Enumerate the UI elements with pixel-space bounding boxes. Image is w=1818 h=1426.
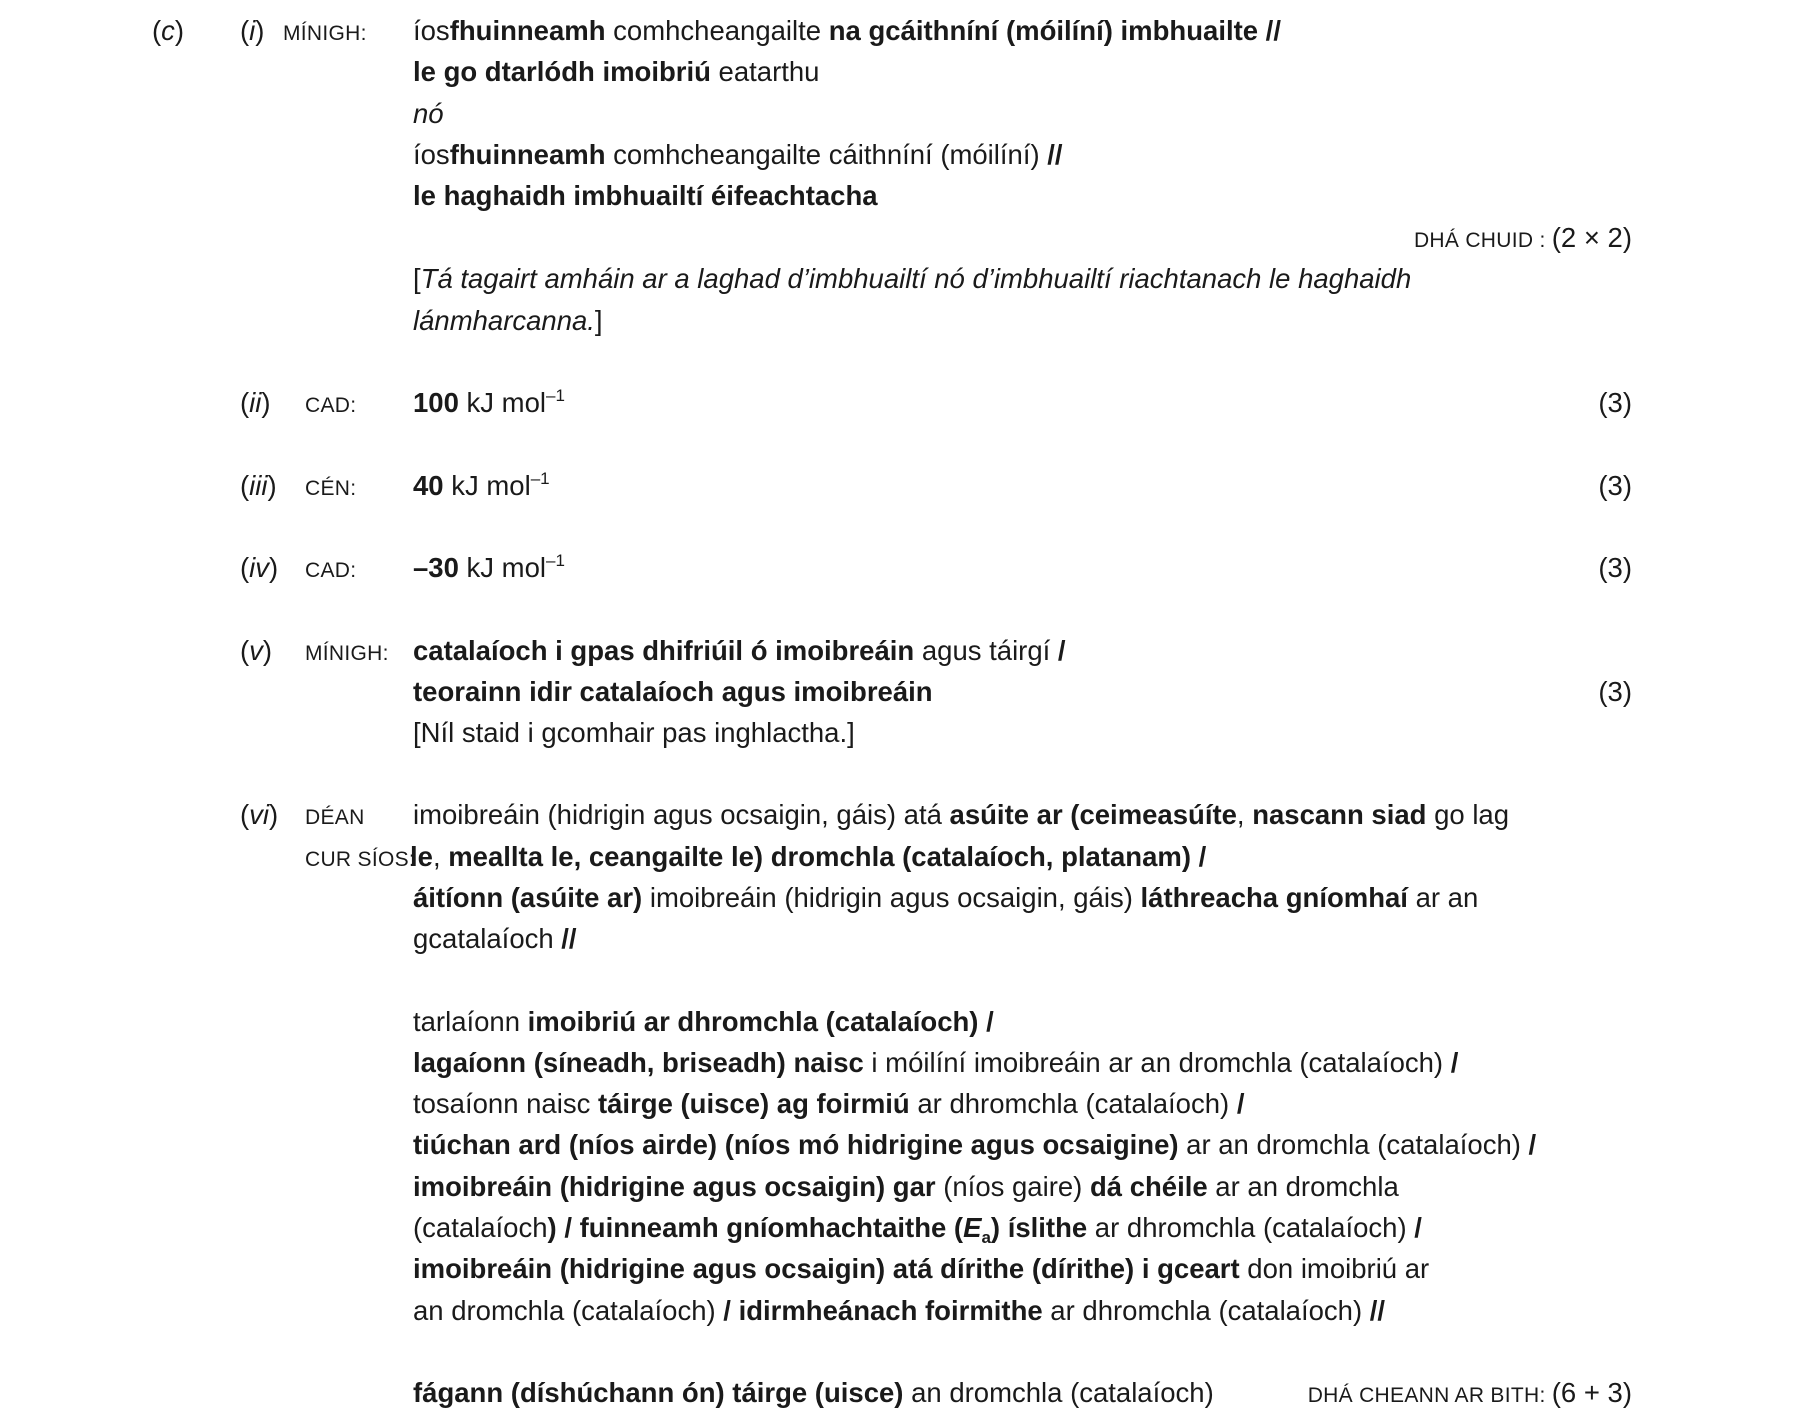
instruction-verb: DÉAN xyxy=(305,806,365,829)
instruction-verb: CAD: xyxy=(305,559,357,582)
instruction-verb: CAD: xyxy=(305,394,357,417)
marks-allocation: DHÁ CHUID : (2 × 2) xyxy=(1413,222,1632,253)
part-c-i-marks-row xyxy=(0,217,1818,259)
subpart-iii-label: (iii) xyxy=(240,470,277,501)
instruction-verb: MÍNIGH: xyxy=(283,22,367,45)
part-c-i-note-2 xyxy=(0,300,1818,342)
part-c-vi-line-5 xyxy=(0,1001,1818,1043)
part-c-i-line-5 xyxy=(0,175,1818,217)
part-c-vi-line-7 xyxy=(0,1083,1818,1125)
answer-text: tosaíonn naisc táirge (uisce) ag foirmiú ar dhromchla (catalaíoch) / xyxy=(413,1088,1245,1119)
part-c-vi-line-9 xyxy=(0,1166,1818,1208)
examiner-note: lánmharcanna.] xyxy=(413,305,603,336)
answer-text: áitíonn (asúite ar) imoibreáin (hidrigin agus ocsaigin, gáis) láthreacha gníomhaí ar an xyxy=(413,882,1479,913)
examiner-note: [Tá tagairt amháin ar a laghad d’imbhuailtí nó d’imbhuailtí riachtanach le haghaidh xyxy=(413,263,1412,294)
answer-text: íosfhuinneamh comhcheangailte na gcáithníní (móilíní) imbhuailte // xyxy=(413,15,1281,46)
part-c-v-line-3 xyxy=(0,712,1818,754)
part-c-vi-line-1 xyxy=(0,794,1818,836)
instruction-verb: MÍNIGH: xyxy=(305,642,389,665)
subpart-iv-label: (iv) xyxy=(240,552,279,583)
part-c-v-line-1 xyxy=(0,630,1818,672)
part-c-vi-line-12 xyxy=(0,1290,1818,1332)
part-c-iv xyxy=(0,547,1818,589)
marks-allocation: (3) xyxy=(1598,552,1632,583)
part-c-i-line-3 xyxy=(0,93,1818,135)
part-c-i-note-1 xyxy=(0,258,1818,300)
answer-text: le haghaidh imbhuailtí éifeachtacha xyxy=(413,180,878,211)
answer-text: tiúchan ard (níos airde) (níos mó hidrigine agus ocsaigine) ar an dromchla (catalaíoch) / xyxy=(413,1129,1537,1160)
answer-text: fágann (díshúchann ón) táirge (uisce) an dromchla (catalaíoch) xyxy=(413,1377,1214,1408)
subpart-v-label: (v) xyxy=(240,635,273,666)
answer-text: an dromchla (catalaíoch) / idirmheánach foirmithe ar dhromchla (catalaíoch) // xyxy=(413,1295,1386,1326)
part-c-label: (c) xyxy=(152,15,185,46)
part-c-i-line-1 xyxy=(0,10,1818,52)
subpart-i-label: (i) xyxy=(240,15,265,46)
answer-text: imoibreáin (hidrigine agus ocsaigin) atá dírithe (dírithe) i gceart don imoibriú ar xyxy=(413,1253,1430,1284)
marks-allocation: (3) xyxy=(1598,676,1632,707)
part-c-vi-line-3 xyxy=(0,877,1818,919)
answer-value: 100 kJ mol$^{-1}$ xyxy=(413,386,565,418)
marks-allocation: (3) xyxy=(1598,387,1632,418)
instruction-verb: CUR SÍOS: xyxy=(305,848,416,871)
answer-text: gcatalaíoch // xyxy=(413,923,577,954)
part-c-vi-line-6 xyxy=(0,1042,1818,1084)
examiner-note: [Níl staid i gcomhair pas inghlactha.] xyxy=(413,717,855,748)
part-c-ii xyxy=(0,382,1818,424)
answer-value: –30 kJ mol$^{-1}$ xyxy=(413,551,565,583)
part-c-iii xyxy=(0,465,1818,507)
answer-text: teorainn idir catalaíoch agus imoibreáin xyxy=(413,676,933,707)
answer-value: 40 kJ mol$^{-1}$ xyxy=(413,469,550,501)
part-c-vi-line-4 xyxy=(0,918,1818,960)
answer-text: catalaíoch i gpas dhifriúil ó imoibreáin agus táirgí / xyxy=(413,635,1066,666)
part-c-vi-line-2 xyxy=(0,836,1818,878)
answer-text: imoibreáin (hidrigin agus ocsaigin, gáis) atá asúite ar (ceimeasúíte, nascann siad go lag xyxy=(413,799,1510,830)
subpart-ii-label: (ii) xyxy=(240,387,271,418)
or-separator: nó xyxy=(413,98,444,129)
answer-text: íosfhuinneamh comhcheangailte cáithníní (móilíní) // xyxy=(413,139,1063,170)
answer-text: (catalaíoch) / fuinneamh gníomhachtaithe $(E_a)$ íslithe ar dhromchla (catalaíoch) / xyxy=(413,1212,1422,1247)
part-c-vi-line-13 xyxy=(0,1372,1818,1414)
part-c-i-line-4 xyxy=(0,134,1818,176)
marks-allocation: DHÁ CHEANN AR BITH: (6 + 3) xyxy=(1307,1377,1632,1408)
answer-text: lagaíonn (síneadh, briseadh) naisc i móilíní imoibreáin ar an dromchla (catalaíoch) / xyxy=(413,1047,1459,1078)
answer-text: le, meallta le, ceangailte le) dromchla (catalaíoch, platanam) / xyxy=(410,841,1207,872)
part-c-vi-line-11 xyxy=(0,1248,1818,1290)
answer-text: imoibreáin (hidrigine agus ocsaigin) gar (níos gaire) dá chéile ar an dromchla xyxy=(413,1171,1399,1202)
answer-text: tarlaíonn imoibriú ar dhromchla (catalaíoch) / xyxy=(413,1006,994,1037)
marks-allocation: (3) xyxy=(1598,470,1632,501)
part-c-v-line-2 xyxy=(0,671,1818,713)
part-c-i-line-2 xyxy=(0,51,1818,93)
part-c-vi-line-10 xyxy=(0,1207,1818,1249)
part-c-vi-line-8 xyxy=(0,1124,1818,1166)
answer-text: le go dtarlódh imoibriú eatarthu xyxy=(413,56,820,87)
subpart-vi-label: (vi) xyxy=(240,799,279,830)
instruction-verb: CÉN: xyxy=(305,477,357,500)
